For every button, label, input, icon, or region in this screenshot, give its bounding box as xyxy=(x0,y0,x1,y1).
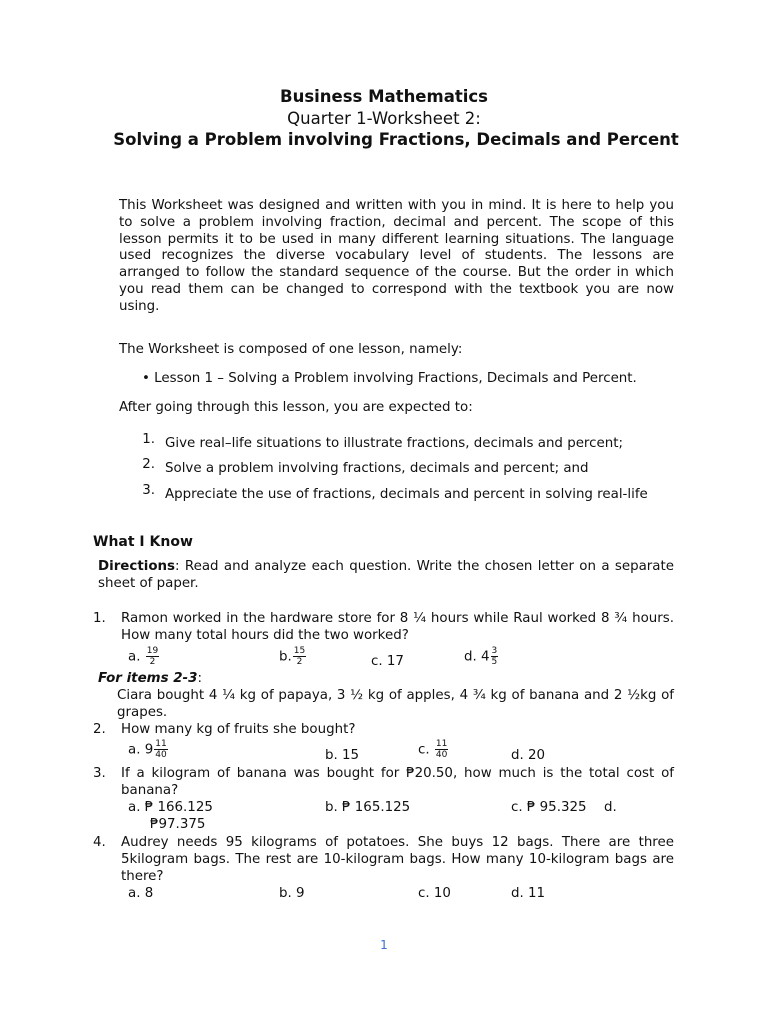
objective-item xyxy=(141,483,674,506)
fraction-denominator: 2 xyxy=(149,657,156,667)
q4-option-b[interactable]: b. 9 xyxy=(279,886,305,901)
question-4 xyxy=(93,835,674,885)
intro-paragraph: This Worksheet was designed and written with you in mind. It is here to help you to solve a problem involving fraction, decimal and percent. The scope of this lesson permits it to be used in many different learning situations. The language used recognizes the diverse vocabulary level of students. The lessons are arranged to follow the standard sequence of the course. But the order in which you read them can be changed to correspond with the textbook you are now using. xyxy=(119,198,674,314)
question-3 xyxy=(93,766,674,800)
fraction xyxy=(491,646,499,667)
question-text: Ramon worked in the hardware store for 8 ¼ hours while Raul worked 8 ¾ hours. How many total hours did the two worked? xyxy=(121,611,674,643)
question-text: Audrey needs 95 kilograms of potatoes. She buys 12 bags. There are three 5kilogram bags. The rest are 10-kilogram bags. How many 10-kilogram bags are there? xyxy=(121,835,674,884)
q1-option-d[interactable] xyxy=(464,646,499,667)
fraction xyxy=(154,739,167,760)
question-number: 3. xyxy=(93,766,106,781)
composed-sentence: The Worksheet is composed of one lesson, namely: xyxy=(119,342,463,357)
q2-option-d[interactable]: d. 20 xyxy=(511,748,546,763)
fraction-numerator: 15 xyxy=(293,646,306,656)
q3-option-d-value[interactable]: ₱97.375 xyxy=(150,817,206,832)
objective-item xyxy=(141,432,674,455)
objective-number: 1. xyxy=(142,432,155,447)
lesson-title: Solving a Problem involving Fractions, Decimals and Percent xyxy=(113,130,679,149)
objective-number: 2. xyxy=(142,457,155,472)
question-number: 2. xyxy=(93,722,106,737)
fraction-numerator: 11 xyxy=(435,739,448,749)
fraction-denominator: 2 xyxy=(296,657,303,667)
fraction xyxy=(293,646,306,667)
mixed-number-whole: 9 xyxy=(144,742,154,758)
fraction-denominator: 40 xyxy=(155,750,167,760)
objective-text: Give real–life situations to illustrate fractions, decimals and percent; xyxy=(165,436,623,451)
option-label: c. xyxy=(418,742,430,758)
q3-option-d-label[interactable]: d. xyxy=(604,800,617,815)
q2-option-b[interactable]: b. 15 xyxy=(325,748,360,763)
question-text: How many kg of fruits she bought? xyxy=(121,722,356,737)
directions-label: Directions xyxy=(98,559,176,574)
q4-option-a[interactable]: a. 8 xyxy=(128,886,154,901)
objective-text: Appreciate the use of fractions, decimals and percent in solving real-life xyxy=(165,487,648,502)
objective-item xyxy=(141,457,674,480)
q1-option-a[interactable] xyxy=(128,646,160,667)
fraction-numerator: 3 xyxy=(491,646,498,656)
fraction-numerator: 19 xyxy=(146,646,159,656)
question-2 xyxy=(93,722,674,739)
objective-number: 3. xyxy=(142,483,155,498)
fraction-numerator: 11 xyxy=(155,739,167,749)
lesson-bullet: • Lesson 1 – Solving a Problem involving Fractions, Decimals and Percent. xyxy=(142,371,637,386)
fraction-denominator: 40 xyxy=(435,750,448,760)
directions-text: : Read and analyze each question. Write the chosen letter on a separate sheet of paper. xyxy=(98,559,674,591)
question-1 xyxy=(93,611,674,645)
option-label: b. xyxy=(279,649,292,665)
question-number: 1. xyxy=(93,611,106,626)
q4-option-d[interactable]: d. 11 xyxy=(511,886,546,901)
document-subject: Business Mathematics xyxy=(280,87,488,106)
fraction xyxy=(146,646,159,667)
objective-text: Solve a problem involving fractions, decimals and percent; and xyxy=(165,461,589,476)
option-label: a. xyxy=(128,742,141,758)
expected-sentence: After going through this lesson, you are expected to: xyxy=(119,400,473,415)
q3-option-c[interactable]: c. ₱ 95.325 xyxy=(511,800,587,815)
items-2-3-scenario: Ciara bought 4 ¼ kg of papaya, 3 ½ kg of apples, 4 ¾ kg of banana and 2 ½kg of grapes. xyxy=(117,688,674,720)
question-number: 4. xyxy=(93,835,106,850)
q3-option-a[interactable]: a. ₱ 166.125 xyxy=(128,800,213,815)
option-label: d. 4 xyxy=(464,649,490,665)
q1-option-b[interactable] xyxy=(279,646,307,667)
option-label: a. xyxy=(128,649,141,665)
q4-option-c[interactable]: c. 10 xyxy=(418,886,451,901)
directions xyxy=(98,559,674,593)
q2-option-a[interactable] xyxy=(128,739,169,760)
fraction xyxy=(435,739,448,760)
fraction-denominator: 5 xyxy=(491,657,498,667)
worksheet-title: Quarter 1-Worksheet 2: xyxy=(287,109,481,128)
question-text: If a kilogram of banana was bought for ₱20.50, how much is the total cost of banana? xyxy=(121,766,674,798)
q3-option-b[interactable]: b. ₱ 165.125 xyxy=(325,800,411,815)
items-2-3-heading xyxy=(98,671,202,686)
items-2-3-colon: : xyxy=(197,671,202,686)
what-i-know-heading: What I Know xyxy=(93,534,193,550)
page-number: 1 xyxy=(380,938,388,952)
items-2-3-label: For items 2-3 xyxy=(98,671,198,686)
q1-option-c[interactable]: c. 17 xyxy=(371,654,404,669)
q2-option-c[interactable] xyxy=(418,739,449,760)
